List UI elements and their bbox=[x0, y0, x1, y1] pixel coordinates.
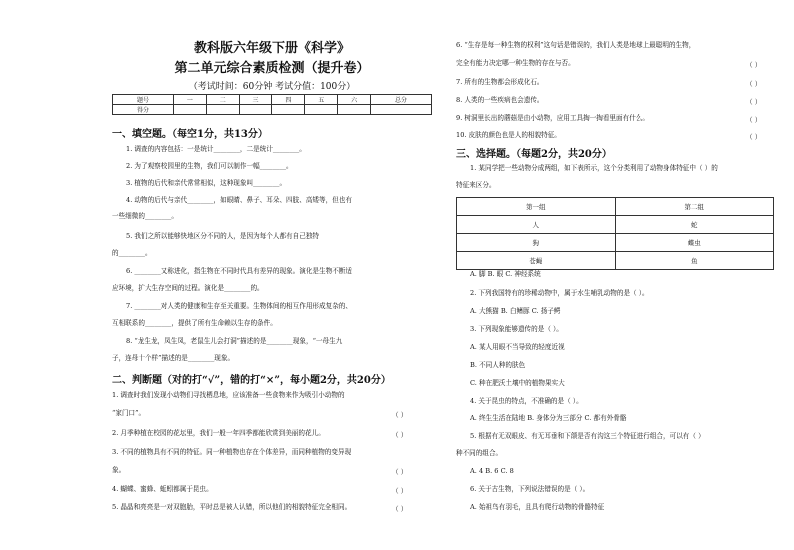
question-line: 10. 皮肤的颜色也是人的相貌特征。 bbox=[456, 131, 561, 139]
question-line: 2. 月季种植在校园的花坛里，我们一般一年四季都能欣赏到美丽的花儿。 bbox=[112, 429, 325, 437]
answer-parentheses[interactable]: （ ） bbox=[746, 80, 762, 88]
option-line: A. 始祖鸟有羽毛，且具有爬行动物的骨骼特征 bbox=[470, 503, 605, 511]
table-row bbox=[457, 234, 774, 252]
table-row bbox=[457, 198, 774, 216]
exam-meta: （考试时间：60分钟 考试分值：100分） bbox=[188, 82, 356, 92]
question-line: 完全有能力决定哪一种生物的存在与否。 bbox=[456, 59, 575, 67]
table-cell: 苍蝇 bbox=[457, 252, 616, 270]
answer-parentheses[interactable]: （ ） bbox=[392, 431, 408, 439]
score-cell: 六 bbox=[338, 95, 371, 105]
option-line: C. 种在肥沃土壤中的植物果实大 bbox=[470, 379, 565, 387]
score-blank[interactable] bbox=[206, 105, 239, 115]
option-line: B. 不同人种的肤色 bbox=[470, 361, 526, 369]
table-cell: 狗 bbox=[457, 234, 616, 252]
question-line: 6. 关于古生物，下列说法错误的是（ ）。 bbox=[470, 485, 590, 493]
option-line: A. 某人用眼不当导致的轻度近视 bbox=[470, 343, 565, 351]
question-line: 象。 bbox=[112, 466, 126, 474]
score-blank[interactable] bbox=[305, 105, 338, 115]
score-table-header-row bbox=[113, 95, 432, 105]
question-line: 3. 植物的后代和亲代常常相似，这种现象叫________。 bbox=[126, 179, 287, 187]
question-line: 2. 下列我国特有的珍稀动物中，属于水生哺乳动物的是（ ）。 bbox=[470, 289, 649, 297]
answer-parentheses[interactable]: （ ） bbox=[392, 411, 408, 419]
question-line: 4. 蝴蝶、蜜蜂、蚯蚓都属于昆虫。 bbox=[112, 485, 213, 493]
question-line: 应环境，扩大生存空间的过程。演化是________的。 bbox=[112, 284, 264, 292]
question-line: 一些细微的________。 bbox=[112, 212, 178, 220]
table-header-cell: 第一组 bbox=[457, 198, 616, 216]
score-table bbox=[112, 94, 432, 115]
section-fill-in-heading: 一、填空题。（每空1分，共13分） bbox=[112, 129, 268, 140]
score-blank[interactable] bbox=[338, 105, 371, 115]
table-cell: 鱼 bbox=[615, 252, 774, 270]
question-line: 5. 晶晶和亮亮是一对双胞胎，平时总是被人认错，所以他们的相貌特征完全相同。 bbox=[112, 503, 352, 511]
option-line: A. 脚 B. 眼 C. 神经系统 bbox=[470, 270, 541, 278]
table-row bbox=[457, 216, 774, 234]
question-line: 1. 调查时我们发现小动物们寻找栖息地，应该准备一些食物来作为吸引小动物的 bbox=[112, 391, 345, 399]
option-line: A. 终生生活在陆地 B. 身体分为三部分 C. 都有外骨骼 bbox=[470, 414, 627, 422]
question-line: 5. 我们之所以能够快地区分不同的人，是因为每个人都有自己独特 bbox=[126, 232, 320, 240]
question-line: 4. 动物的后代与亲代________，如眼睛、鼻子、耳朵、四肢、高矮等，但也有 bbox=[126, 196, 352, 204]
question-line: 2. 为了观察校园里的生物，我们可以制作一幅________。 bbox=[126, 162, 293, 170]
section-judge-heading: 二、判断题（对的打“√”，错的打“×”，每小题2分，共20分） bbox=[112, 375, 391, 386]
question-line: 8. 人类的一些疾病也会遗传。 bbox=[456, 96, 544, 104]
score-cell: 总分 bbox=[371, 95, 432, 105]
answer-parentheses[interactable]: （ ） bbox=[392, 505, 408, 513]
table-cell: 人 bbox=[457, 216, 616, 234]
question-line: 3. 不同的植物具有不同的特征。同一种植物也存在个体差异，而同种植物的变异现 bbox=[112, 448, 352, 456]
question-line: 6. “生存是每一种生物的权利”这句话是错误的，我们人类是地球上最聪明的生物， bbox=[456, 41, 696, 49]
exam-title: 教科版六年级下册《科学》 bbox=[193, 41, 350, 56]
answer-parentheses[interactable]: （ ） bbox=[392, 487, 408, 495]
score-cell: 二 bbox=[206, 95, 239, 105]
question-line: 特征来区分。 bbox=[456, 181, 496, 189]
score-table-score-row bbox=[113, 105, 432, 115]
question-line: 1. 某同学把一些动物分成两组，如下表所示，这个分类利用了动物身体特征中（ ）的 bbox=[470, 164, 718, 172]
question-line: 互相联系的________，提供了所有生命赖以生存的条件。 bbox=[112, 319, 277, 327]
question-line: 1. 调查的内容包括：一是统计________，二是统计________。 bbox=[126, 145, 306, 153]
answer-parentheses[interactable]: （ ） bbox=[392, 468, 408, 476]
score-blank[interactable] bbox=[371, 105, 432, 115]
question-line: 子，连母十个样”描述的是________现象。 bbox=[112, 354, 235, 362]
exam-subtitle: 第二单元综合素质检测（提升卷） bbox=[174, 61, 370, 76]
answer-parentheses[interactable]: （ ） bbox=[746, 98, 762, 106]
animal-group-table bbox=[456, 197, 774, 270]
score-cell: 五 bbox=[305, 95, 338, 105]
option-line: A. 4 B. 6 C. 8 bbox=[470, 467, 514, 475]
score-cell: 一 bbox=[173, 95, 206, 105]
question-line: 8. “龙生龙，凤生凤，老鼠生儿会打洞”描述的是________现象，“一母生九 bbox=[126, 337, 343, 345]
score-blank[interactable] bbox=[173, 105, 206, 115]
score-cell: 题号 bbox=[113, 95, 174, 105]
question-line: 5. 根据有无双眼皮、有无耳垂和下颌是否有沟这三个特征进行组合，可以有（ ） bbox=[470, 432, 705, 440]
score-blank[interactable] bbox=[272, 105, 305, 115]
answer-parentheses[interactable]: （ ） bbox=[746, 116, 762, 124]
question-line: 4. 关于昆虫的特点，不准确的是（ ）。 bbox=[470, 397, 583, 405]
question-line: 6. ________又称进化，指生物在不同时代具有差异的现象。演化是生物不断适 bbox=[126, 267, 352, 275]
score-cell: 得分 bbox=[113, 105, 174, 115]
table-cell: 蛇 bbox=[615, 216, 774, 234]
table-header-cell: 第二组 bbox=[615, 198, 774, 216]
section-choice-heading: 三、选择题。（每题2分，共20分） bbox=[456, 149, 612, 160]
score-cell: 三 bbox=[239, 95, 272, 105]
option-line: A. 大熊猫 B. 白鳍豚 C. 扬子鳄 bbox=[470, 307, 561, 315]
question-line: 9. 树洞里长出的蘑菇是由小动物，应用工具掏一掏看里面有什么。 bbox=[456, 114, 650, 122]
table-row bbox=[457, 252, 774, 270]
question-line: 的________。 bbox=[112, 249, 152, 257]
answer-parentheses[interactable]: （ ） bbox=[746, 61, 762, 69]
answer-parentheses[interactable]: （ ） bbox=[746, 133, 762, 141]
question-line: 种不同的组合。 bbox=[456, 449, 503, 457]
score-blank[interactable] bbox=[239, 105, 272, 115]
table-cell: 蝶虫 bbox=[615, 234, 774, 252]
question-line: 7. ________对人类的健康和生存至关重要。生物体间的相互作用形成复杂的、 bbox=[126, 302, 352, 310]
question-line: “家门口”。 bbox=[112, 409, 146, 417]
score-cell: 四 bbox=[272, 95, 305, 105]
question-line: 7. 所有的生物都会形成化石。 bbox=[456, 78, 544, 86]
question-line: 3. 下列现象能够遗传的是（ ）。 bbox=[470, 325, 563, 333]
